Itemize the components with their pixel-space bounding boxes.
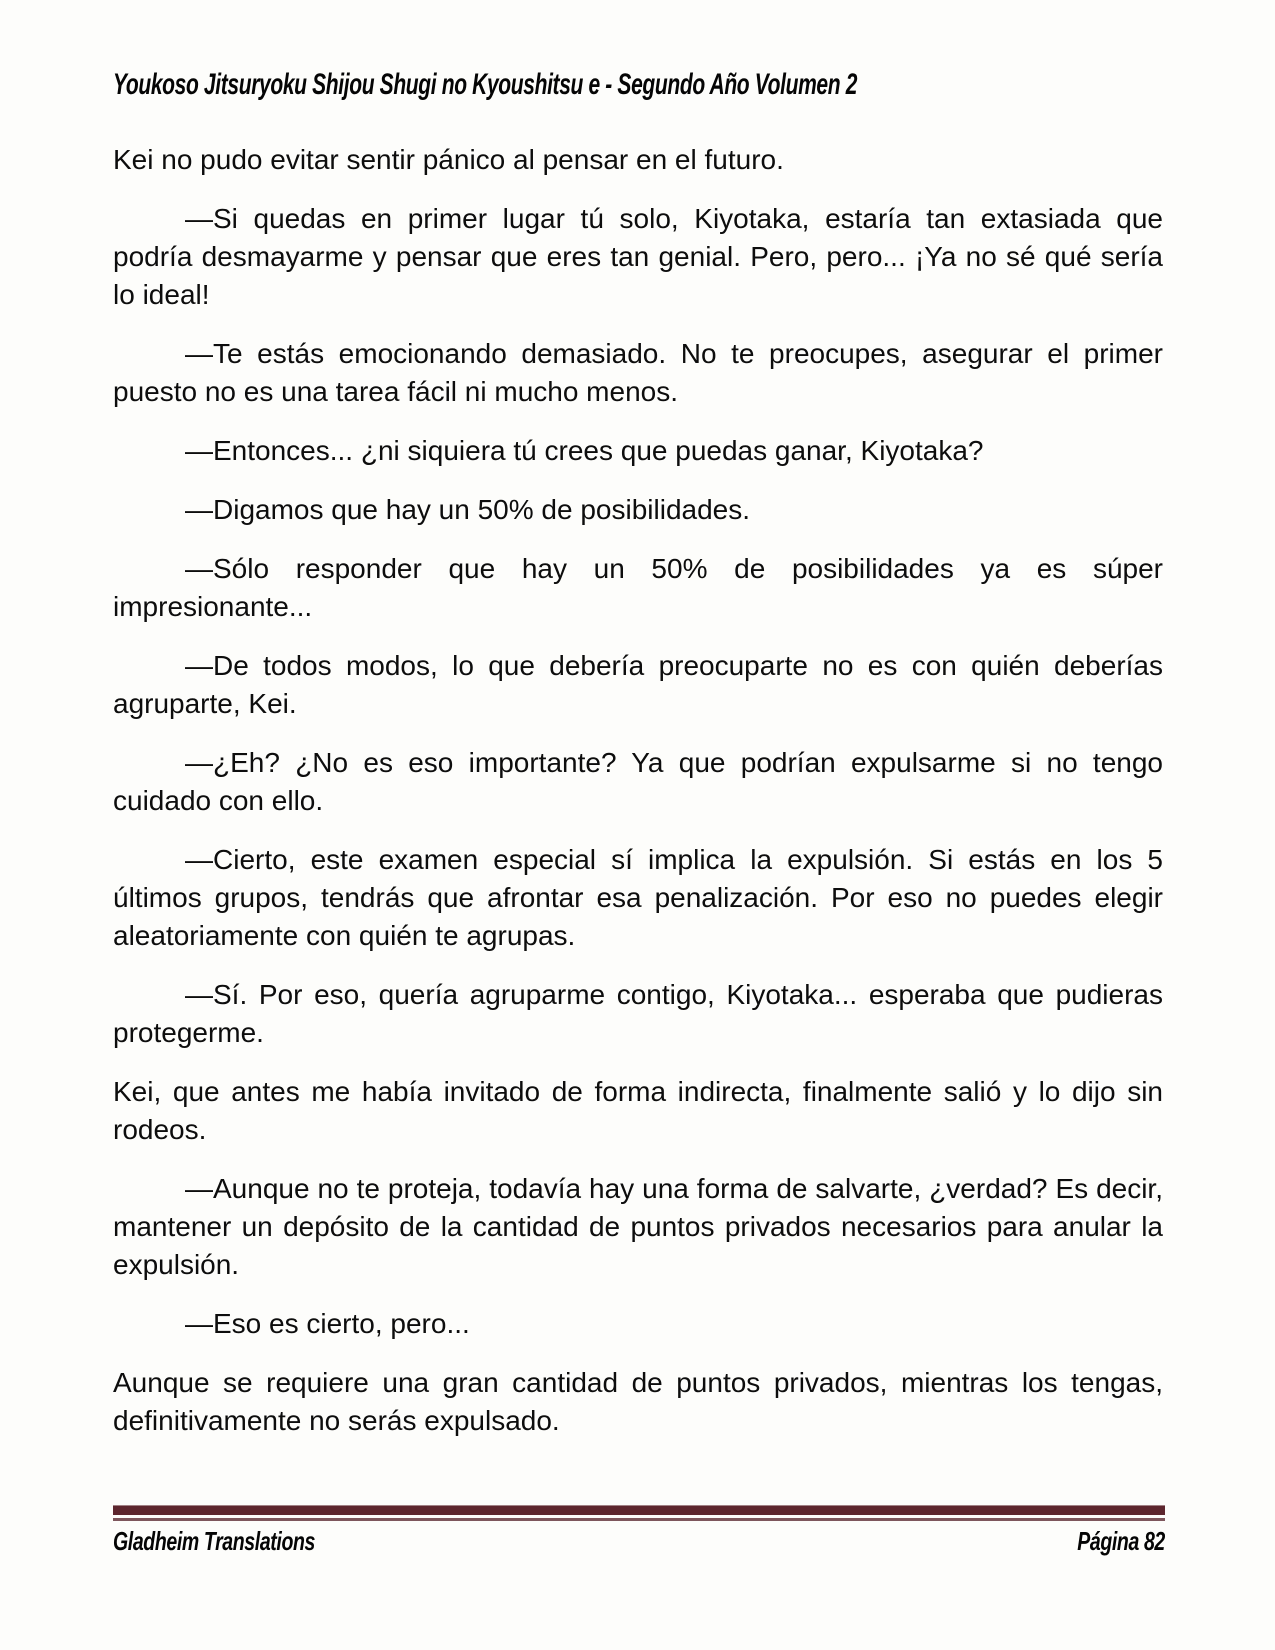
- paragraph: —Eso es cierto, pero...: [185, 1308, 470, 1339]
- paragraph: —¿Eh? ¿No es eso importante? Ya que podrían expulsarme si no tengo cuidado con ello.: [113, 747, 1163, 816]
- footer-divider: [113, 1505, 1165, 1521]
- paragraph: —Cierto, este examen especial sí implica la expulsión. Si estás en los 5 últimos grupos, tendrás que afrontar esa penalización. Por eso no puedes elegir aleatoriamente con quién te agrupas.: [113, 844, 1163, 951]
- body-text: [113, 141, 1163, 1461]
- page-footer: [113, 1526, 1165, 1556]
- paragraph: —Sí. Por eso, quería agruparme contigo, Kiyotaka... esperaba que pudieras protegerme.: [113, 979, 1163, 1048]
- paragraph: —Sólo responder que hay un 50% de posibilidades ya es súper impresionante...: [113, 553, 1163, 622]
- paragraph: —Entonces... ¿ni siquiera tú crees que puedas ganar, Kiyotaka?: [185, 435, 984, 466]
- page-header: [113, 68, 1165, 102]
- page-number: Página 82: [1077, 1526, 1165, 1556]
- translator-credit: Gladheim Translations: [113, 1526, 315, 1556]
- paragraph: Aunque se requiere una gran cantidad de puntos privados, mientras los tengas, definitivamente no serás expulsado.: [113, 1367, 1163, 1436]
- page-title: Youkoso Jitsuryoku Shijou Shugi no Kyoushitsu e - Segundo Año Volumen 2: [113, 68, 858, 101]
- paragraph: —Aunque no te proteja, todavía hay una forma de salvarte, ¿verdad? Es decir, mantener un depósito de la cantidad de puntos privados necesarios para anular la expulsión.: [113, 1173, 1163, 1280]
- paragraph: —Si quedas en primer lugar tú solo, Kiyotaka, estaría tan extasiada que podría desmayarme y pensar que eres tan genial. Pero, pero... ¡Ya no sé qué sería lo ideal!: [113, 203, 1163, 310]
- paragraph: —Digamos que hay un 50% de posibilidades.: [185, 494, 751, 525]
- footer-divider-thick-line: [113, 1505, 1165, 1515]
- paragraph: Kei, que antes me había invitado de forma indirecta, finalmente salió y lo dijo sin rodeos.: [113, 1076, 1163, 1145]
- paragraph: —Te estás emocionando demasiado. No te preocupes, asegurar el primer puesto no es una tarea fácil ni mucho menos.: [113, 338, 1163, 407]
- paragraph: —De todos modos, lo que debería preocuparte no es con quién deberías agruparte, Kei.: [113, 650, 1163, 719]
- footer-divider-thin-line: [113, 1518, 1165, 1521]
- paragraph: Kei no pudo evitar sentir pánico al pensar en el futuro.: [113, 144, 784, 175]
